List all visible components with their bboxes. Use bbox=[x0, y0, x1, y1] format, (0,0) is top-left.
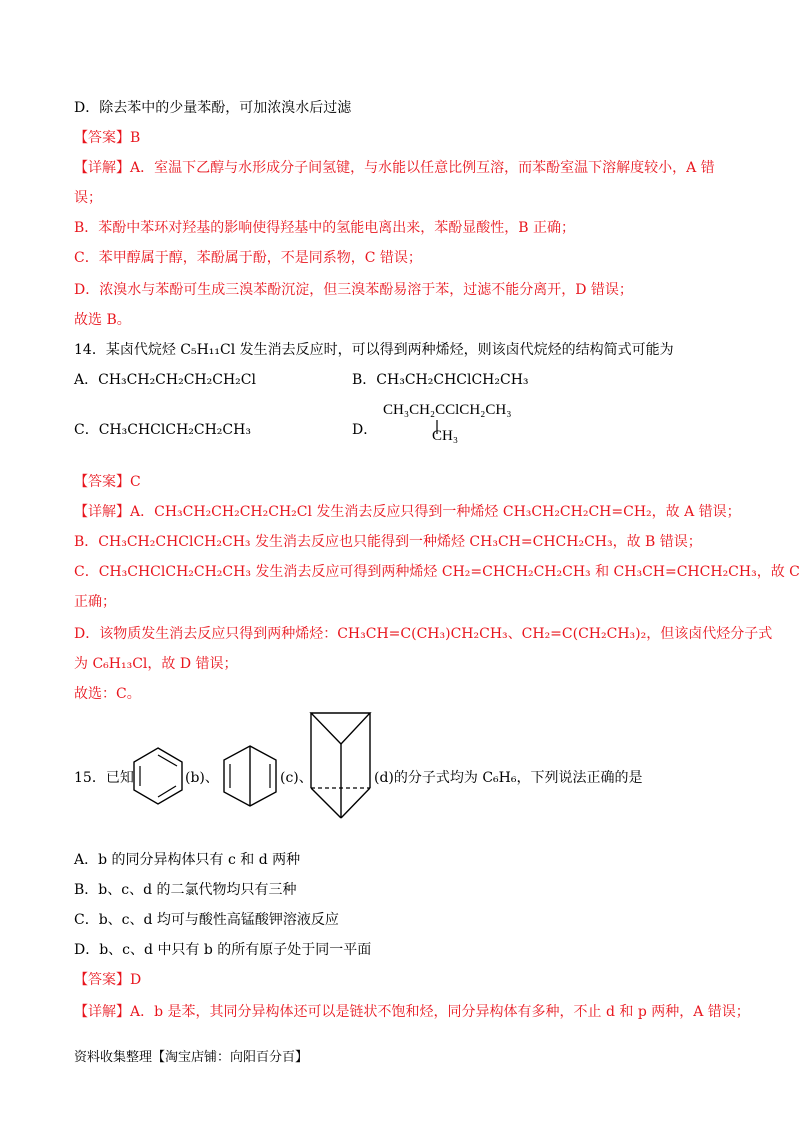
footer-note: 资料收集整理【淘宝店铺：向阳百分百】 bbox=[74, 1050, 309, 1065]
q14-answer: 【答案】C bbox=[74, 474, 141, 490]
q15-label-c: (c)、 bbox=[280, 770, 313, 786]
q14-detail-line: C．CH₃CHClCH₂CH₂CH₃ 发生消去反应可得到两种烯烃 CH₂=CHCH₂CH₂CH₃ 和 CH₃CH=CHCH₂CH₃，故 C bbox=[74, 564, 800, 580]
q13-detail-line: 误； bbox=[74, 190, 102, 206]
q13-answer: 【答案】B bbox=[74, 130, 141, 146]
q15-option-b: B．b、c、d 的二氯代物均只有三种 bbox=[74, 882, 297, 898]
q14-option-d-structure: CH₃CH₂CClCH₂CH₃ bbox=[383, 402, 512, 418]
q14-detail-line: B．CH₃CH₂CHClCH₂CH₃ 发生消去反应也只能得到一种烯烃 CH₃CH=CHCH₂CH₃，故 B 错误； bbox=[74, 534, 702, 550]
q14-detail-line: 正确； bbox=[74, 594, 116, 610]
q14-detail-line: 为 C₆H₁₃Cl，故 D 错误； bbox=[74, 656, 238, 672]
q14-option-d-branch: CH₃ bbox=[432, 428, 459, 444]
q13-detail-line: C．苯甲醇属于醇，苯酚属于酚，不是同系物，C 错误； bbox=[74, 250, 422, 266]
q14-question: 14．某卤代烷烃 C₅H₁₁Cl 发生消去反应时，可以得到两种烯烃，则该卤代烷烃的结构简式可能为 bbox=[74, 342, 674, 358]
q14-detail-line: 【详解】A．CH₃CH₂CH₂CH₂CH₂Cl 发生消去反应只得到一种烯烃 CH₃CH₂CH₂CH=CH₂，故 A 错误； bbox=[74, 504, 741, 520]
q13-detail-line: 【详解】A．室温下乙醇与水形成分子间氢键，与水能以任意比例互溶，而苯酚室温下溶解度较小，A 错 bbox=[74, 160, 715, 176]
q15-detail-line: 【详解】A．b 是苯，其同分异构体还可以是链状不饱和烃，同分异构体有多种，不止 d 和 p 两种，A 错误； bbox=[74, 1004, 750, 1020]
q14-option-b: B．CH₃CH₂CHClCH₂CH₃ bbox=[352, 372, 529, 388]
q13-detail-line: D．浓溴水与苯酚可生成三溴苯酚沉淀，但三溴苯酚易溶于苯，过滤不能分离开，D 错误； bbox=[74, 282, 633, 298]
q15-option-a: A．b 的同分异构体只有 c 和 d 两种 bbox=[74, 852, 301, 868]
q15-suffix: (d)的分子式均为 C₆H₆，下列说法正确的是 bbox=[374, 770, 643, 786]
q14-option-d-label: D． bbox=[352, 422, 378, 438]
q14-option-c: C．CH₃CHClCH₂CH₂CH₃ bbox=[74, 422, 251, 438]
q15-answer: 【答案】D bbox=[74, 972, 142, 988]
q14-option-a: A．CH₃CH₂CH₂CH₂CH₂Cl bbox=[74, 372, 256, 388]
q14-detail-line: D．该物质发生消去反应只得到两种烯烃：CH₃CH=C(CH₃)CH₂CH₃、CH₂=C(CH₂CH₃)₂，但该卤代烃分子式 bbox=[74, 626, 773, 642]
q15-prefix: 15．已知 bbox=[74, 770, 134, 786]
q15-option-d: D．b、c、d 中只有 b 的所有原子处于同一平面 bbox=[74, 942, 372, 958]
q13-conclusion: 故选 B。 bbox=[74, 312, 131, 328]
q15-label-b: (b)、 bbox=[185, 770, 219, 786]
q14-conclusion: 故选：C。 bbox=[74, 686, 141, 702]
q13-detail-line: B．苯酚中苯环对羟基的影响使得羟基中的氢能电离出来，苯酚显酸性，B 正确； bbox=[74, 220, 576, 236]
q13-option-d: D．除去苯中的少量苯酚，可加浓溴水后过滤 bbox=[74, 100, 352, 116]
q15-option-c: C．b、c、d 均可与酸性高锰酸钾溶液反应 bbox=[74, 912, 339, 928]
